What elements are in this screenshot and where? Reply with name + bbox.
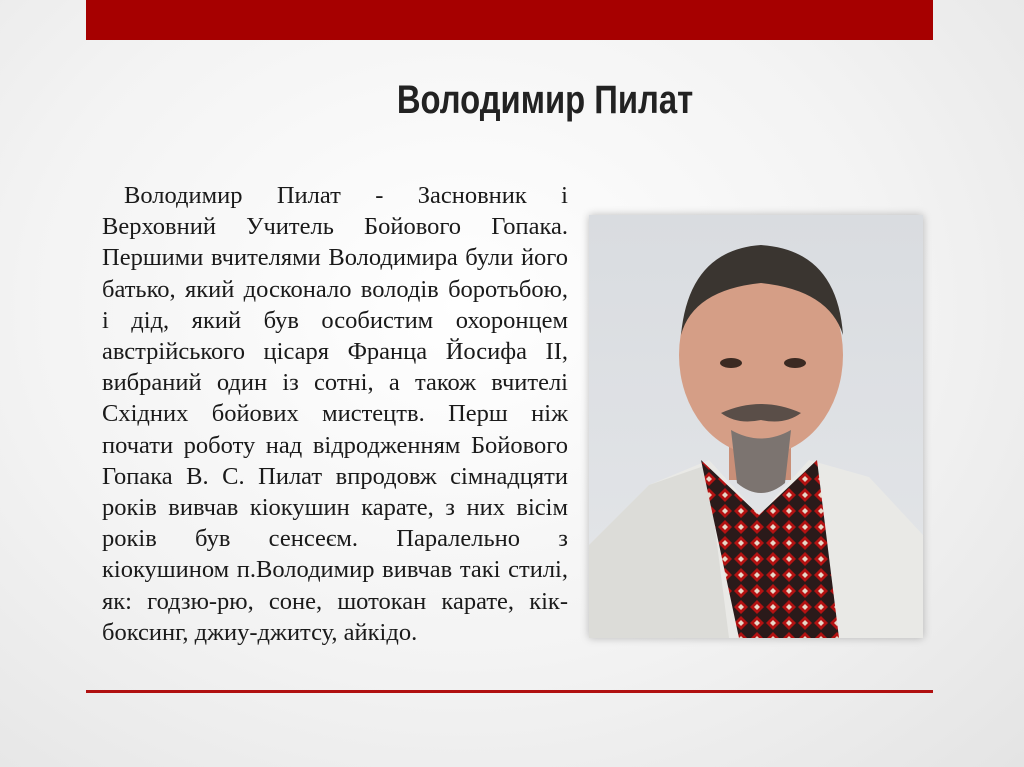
slide-title: Володимир Пилат xyxy=(396,78,694,122)
bottom-accent-line xyxy=(86,690,933,693)
portrait-photo xyxy=(589,215,923,638)
top-accent-bar xyxy=(86,0,933,40)
biography-text: Володимир Пилат - Засновник і Верховний Учитель Бойового Гопака. Першими вчителями Володимира були його батько, який досконало володів боротьбою, і дід, який був особистим охоронцем австрійського цісаря Франца Йосифа ІІ, вибраний один із сотні, а також вчителі Східних бойових мистецтв. Перш ніж почати роботу над відродженням Бойового Гопака В. С. Пилат впродовж сімнадцяти років вивчав кіокушин карате, з них вісім років був сенсеєм. Паралельно з кіокушином п.Володимир вивчав такі стилі, як: годзю-рю, соне, шотокан карате, кік-боксинг, джиу-джитсу, айкідо. xyxy=(102,182,568,646)
